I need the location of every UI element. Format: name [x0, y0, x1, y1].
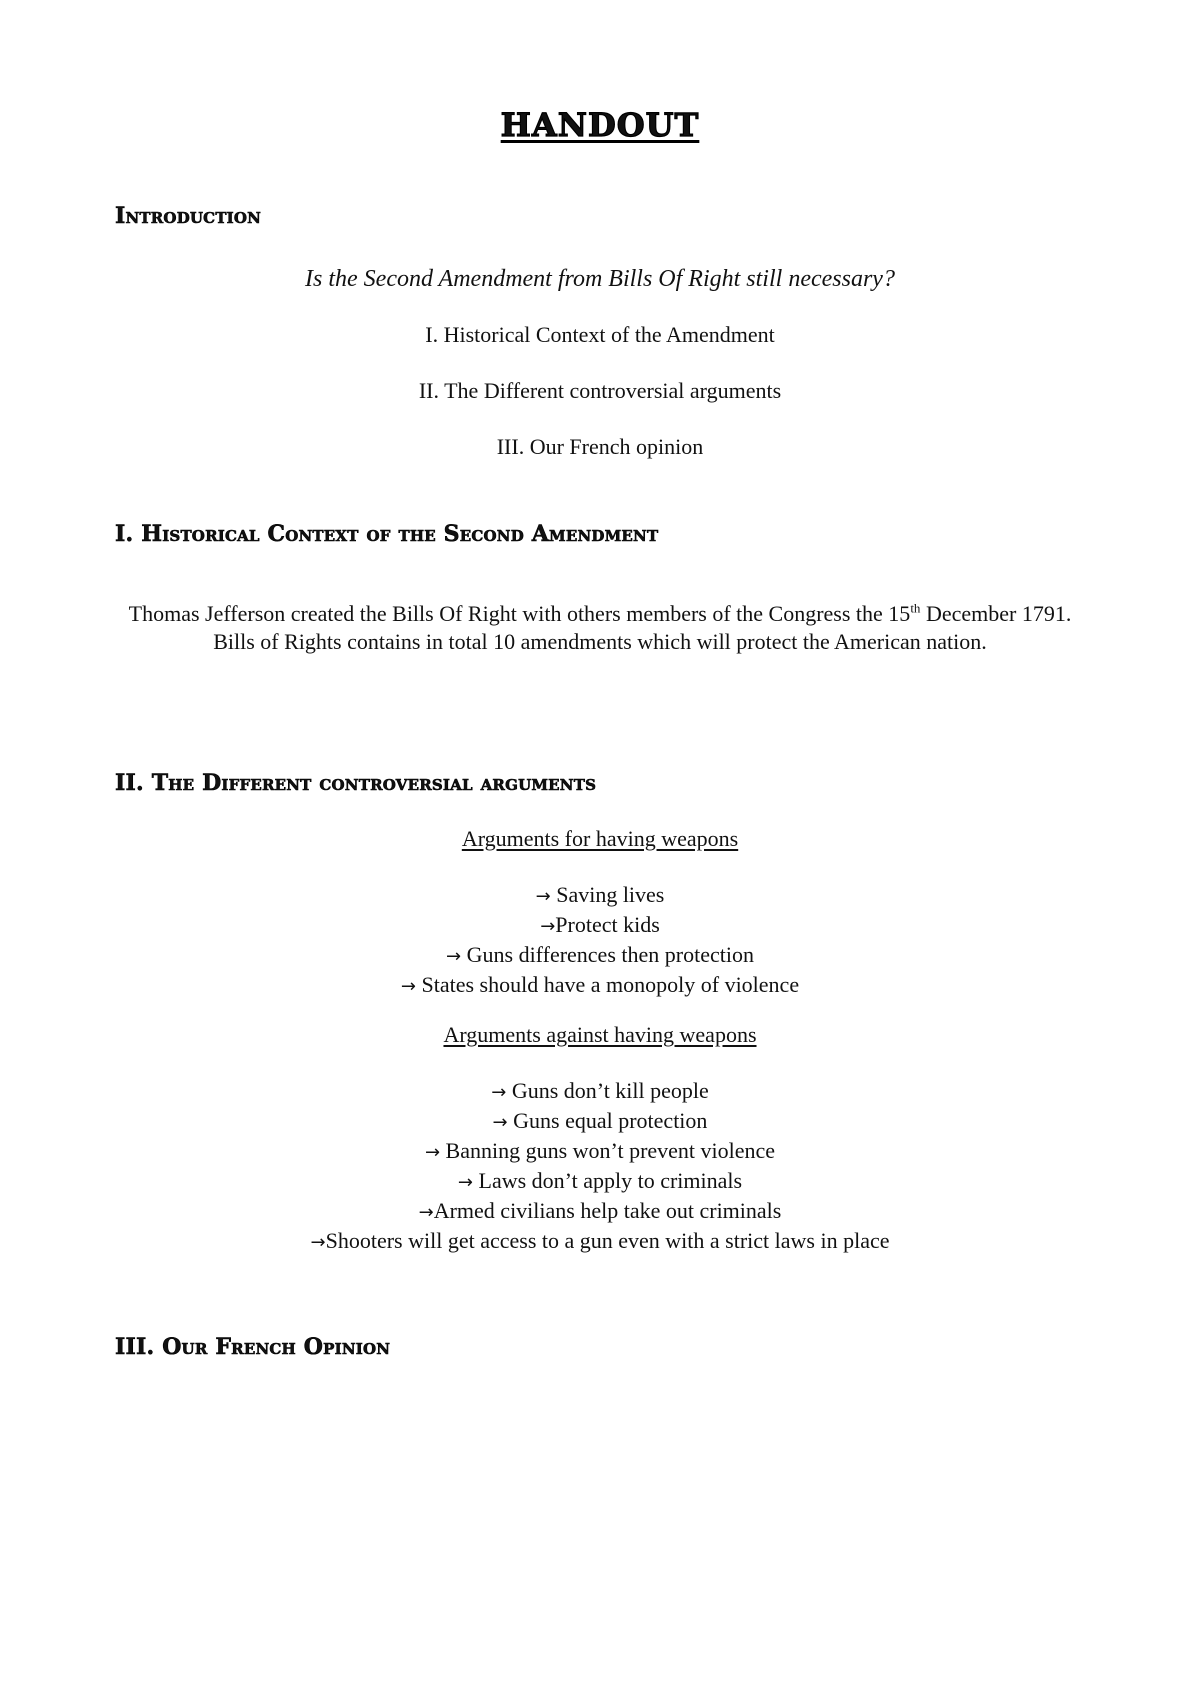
list-item — [100, 1227, 1100, 1257]
outline-item-1: I. Historical Context of the Amendment — [425, 322, 775, 347]
list-item — [100, 971, 1100, 1001]
arguments-against-heading: Arguments against having weapons — [443, 1022, 757, 1047]
argument-text: States should have a monopoly of violence — [421, 972, 800, 997]
argument-text: Guns differences then protection — [466, 942, 754, 967]
arrow-icon: → — [457, 1172, 474, 1193]
list-item — [100, 1167, 1100, 1197]
argument-text: Saving lives — [556, 882, 665, 907]
arrow-icon: → — [492, 1112, 508, 1133]
section-1-heading: I. Historical Context of the Second Amendment — [115, 521, 659, 547]
list-item — [100, 1077, 1100, 1107]
arrow-icon: → — [446, 946, 462, 967]
document-title: HANDOUT — [500, 106, 700, 144]
arrow-icon: → — [491, 1082, 507, 1103]
arrow-icon: → — [540, 916, 556, 937]
arrow-icon: → — [418, 1202, 434, 1223]
research-question: Is the Second Amendment from Bills Of Right still necessary? — [305, 266, 895, 292]
ordinal-suffix: th — [910, 600, 921, 616]
section-3-heading: III. Our French Opinion — [115, 1334, 391, 1360]
arguments-for-list — [100, 881, 1100, 1001]
arguments-for-heading: Arguments for having weapons — [461, 826, 739, 851]
list-item — [100, 1137, 1100, 1167]
argument-text: Protect kids — [555, 912, 660, 937]
argument-text: Laws don’t apply to criminals — [478, 1168, 743, 1193]
outline-item-2: II. The Different controversial arguments — [418, 378, 782, 403]
paragraph-text-start: Thomas Jefferson created the Bills Of Right with others members of the Congress the 15 — [128, 601, 911, 626]
argument-text: Guns equal protection — [513, 1108, 708, 1133]
argument-text: Guns don’t kill people — [511, 1078, 709, 1103]
outline-item-3: III. Our French opinion — [496, 434, 704, 459]
argument-text: Armed civilians help take out criminals — [433, 1198, 782, 1223]
arrow-icon: → — [310, 1232, 326, 1253]
arrow-icon: → — [535, 886, 551, 907]
arrow-icon: → — [424, 1142, 441, 1163]
list-item — [100, 881, 1100, 911]
introduction-heading: Introduction — [115, 203, 262, 229]
list-item — [100, 911, 1100, 941]
argument-text: Banning guns won’t prevent violence — [445, 1138, 776, 1163]
list-item — [100, 941, 1100, 971]
list-item — [100, 1107, 1100, 1137]
arguments-against-list — [100, 1077, 1100, 1257]
argument-text: Shooters will get access to a gun even with a strict laws in place — [325, 1228, 890, 1253]
arrow-icon: → — [400, 976, 416, 997]
section-1-paragraph — [115, 600, 1085, 656]
list-item — [100, 1197, 1100, 1227]
section-2-heading: II. The Different controversial arguments — [115, 770, 597, 796]
paragraph-text-end: December 1791. Bills of Rights contains in total 10 amendments which will protect the American nation. — [213, 601, 1072, 654]
